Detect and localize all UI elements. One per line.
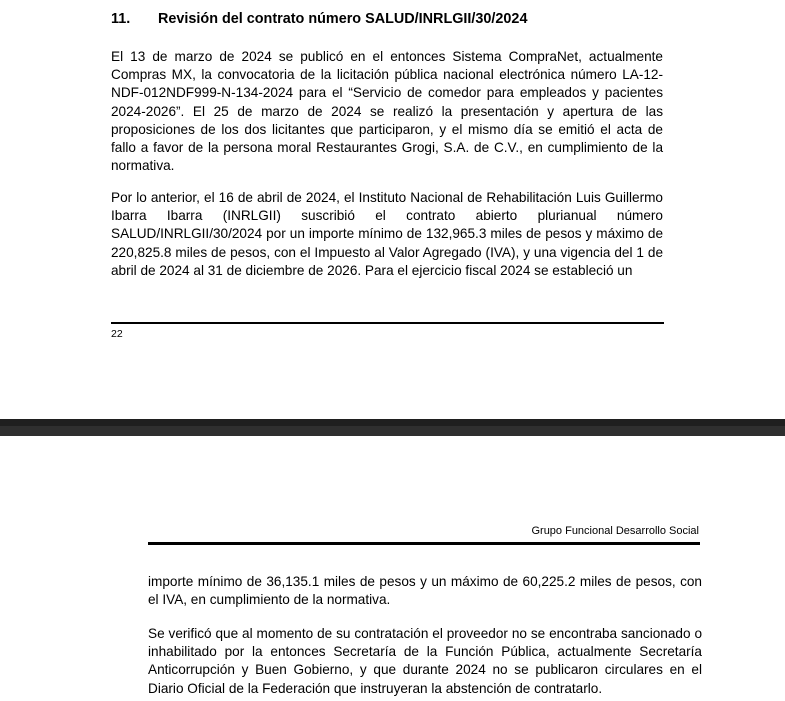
page-separator-shadow (0, 419, 785, 426)
page-number: 22 (111, 328, 123, 340)
section-heading (111, 11, 527, 27)
paragraph-convocatoria: El 13 de marzo de 2024 se publicó en el entonces Sistema CompraNet, actualmente Compras MX, la convocatoria de la licitación pública nacional electrónica número LA-12-NDF-012NDF999-N-134-2024 para el “Servicio de comedor para empleados y pacientes 2024-2026”. El 25 de marzo de 2024 se realizó la presentación y apertura de las proposiciones de los dos licitantes que participaron, y el mismo día se emitió el acta de fallo a favor de la persona moral Restaurantes Grogi, S.A. de C.V., en cumplimiento de la normativa. (111, 49, 663, 174)
paragraph-verificacion: Se verificó que al momento de su contratación el proveedor no se encontraba sancionado o inhabilitado por la entonces Secretaría de la Función Pública, actualmente Secretaría Anticorrupción y Buen Gobierno, y que durante 2024 no se publicaron circulares en el Diario Oficial de la Federación que instruyeran la abstención de contratarlo. (148, 626, 702, 696)
footnote-divider (111, 322, 664, 324)
paragraph-importe: importe mínimo de 36,135.1 miles de pesos y un máximo de 60,225.2 miles de pesos, con el IVA, en cumplimiento de la normativa. (148, 574, 702, 608)
running-header: Grupo Funcional Desarrollo Social (531, 525, 699, 537)
section-number: 11. (111, 11, 131, 27)
page-separator (0, 419, 785, 436)
section-title: Revisión del contrato número SALUD/INRLGII/30/2024 (158, 11, 528, 27)
header-divider (148, 542, 700, 545)
paragraph-contrato: Por lo anterior, el 16 de abril de 2024, el Instituto Nacional de Rehabilitación Luis Guillermo Ibarra Ibarra (INRLGII) suscribió el contrato abierto plurianual número SALUD/INRLGII/30/2024 por un importe mínimo de 132,965.3 miles de pesos y máximo de 220,825.8 miles de pesos, con el Impuesto al Valor Agregado (IVA), y una vigencia del 1 de abril de 2024 al 31 de diciembre de 2026. Para el ejercicio fiscal 2024 se estableció un (111, 190, 663, 278)
document-page-bottom (0, 436, 785, 701)
